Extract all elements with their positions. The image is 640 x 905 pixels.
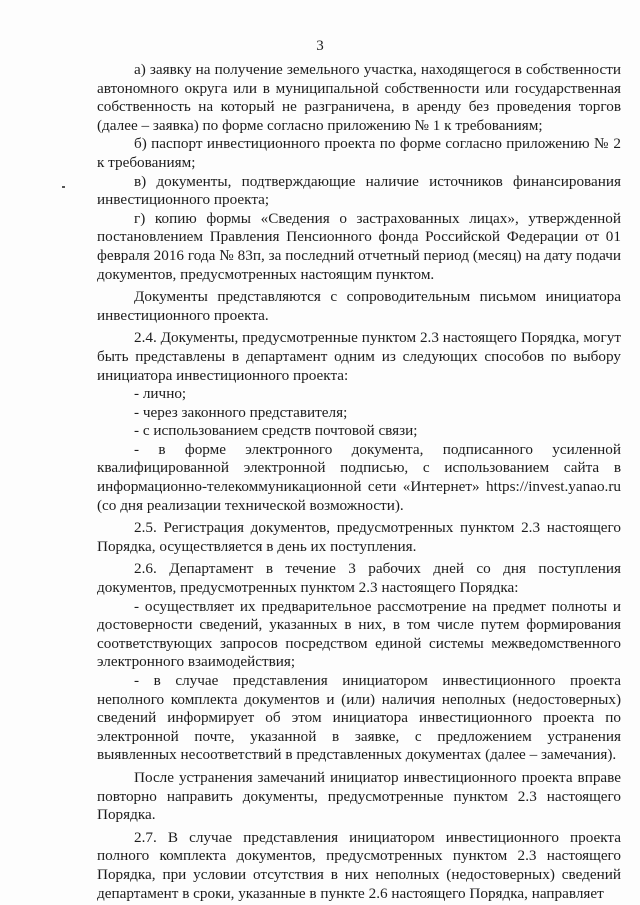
list-item-incomplete: - в случае представления инициатором инвестиционного проекта неполного комплекта документов и (или) наличия неполных (недостоверных) сведений информирует об этом инициатора инвестиционного проекта по электронной почте, указанной в заявке, с предложением устранения выявленных несоответствий в представленных документах (далее – замечания). (97, 672, 621, 764)
list-item-electronic: - в форме электронного документа, подписанного усиленной квалифицированной электронной подписью, с использованием сайта в информационно-телекоммуникационной сети «Интернет» https://invest.yanao.ru (со дня реализации технической возможности). (97, 440, 621, 514)
list-item-postal: - с использованием средств почтовой связи; (134, 422, 418, 440)
paragraph-2-6: 2.6. Департамент в течение 3 рабочих дней со дня поступления документов, предусмотренных пунктом 2.3 настоящего Порядка: (97, 560, 621, 597)
paragraph-2-5: 2.5. Регистрация документов, предусмотренных пунктом 2.3 настоящего Порядка, осуществляется в день их поступления. (97, 519, 621, 555)
page-number: 3 (316, 38, 324, 54)
list-item-representative: - через законного представителя; (134, 403, 348, 421)
document-body (97, 61, 621, 903)
paragraph-cover-letter: Документы представляются с сопроводительным письмом инициатора инвестиционного проекта. (97, 288, 621, 324)
paragraph-resubmit: После устранения замечаний инициатор инвестиционного проекта вправе повторно направить документы, предусмотренные пунктом 2.3 настоящего Порядка. (97, 768, 621, 824)
paragraph-2-4: 2.4. Документы, предусмотренные пунктом 2.3 настоящего Порядка, могут быть представлены в департамент одним из следующих способов по выбору инициатора инвестиционного проекта: (97, 329, 621, 384)
list-item-personally: - лично; (134, 385, 187, 403)
paragraph-item-a: а) заявку на получение земельного участка, находящегося в собственности автономного округа или в муниципальной собственности или государственная собственность на который не разграничена, в аренду без проведения торгов (далее – заявка) по форме согласно приложению № 1 к требованиям; (97, 61, 621, 134)
paragraph-item-v: в) документы, подтверждающие наличие источников финансирования инвестиционного проекта; (97, 172, 621, 209)
paragraph-2-7: 2.7. В случае представления инициатором инвестиционного проекта полного комплекта документов, предусмотренных пунктом 2.3 настоящего Порядка, при условии отсутствия в них неполных (недостоверных) сведений департамент в сроки, указанные в пункте 2.6 настоящего Порядка, направляет (97, 828, 621, 902)
list-item-review: - осуществляет их предварительное рассмотрение на предмет полноты и достоверности сведений, указанных в них, в том числе путем формирования соответствующих запросов посредством единой системы межведомственного электронного взаимодействия; (97, 597, 621, 671)
paragraph-item-b: б) паспорт инвестиционного проекта по форме согласно приложению № 2 к требованиям; (97, 135, 621, 171)
paragraph-item-g: г) копию формы «Сведения о застрахованных лицах», утвержденной постановлением Правления Пенсионного фонда Российской Федерации от 01 февраля 2016 года № 83п, за последний отчетный период (месяц) на дату подачи документов, предусмотренных настоящим пунктом. (97, 209, 621, 283)
margin-mark (62, 186, 65, 188)
